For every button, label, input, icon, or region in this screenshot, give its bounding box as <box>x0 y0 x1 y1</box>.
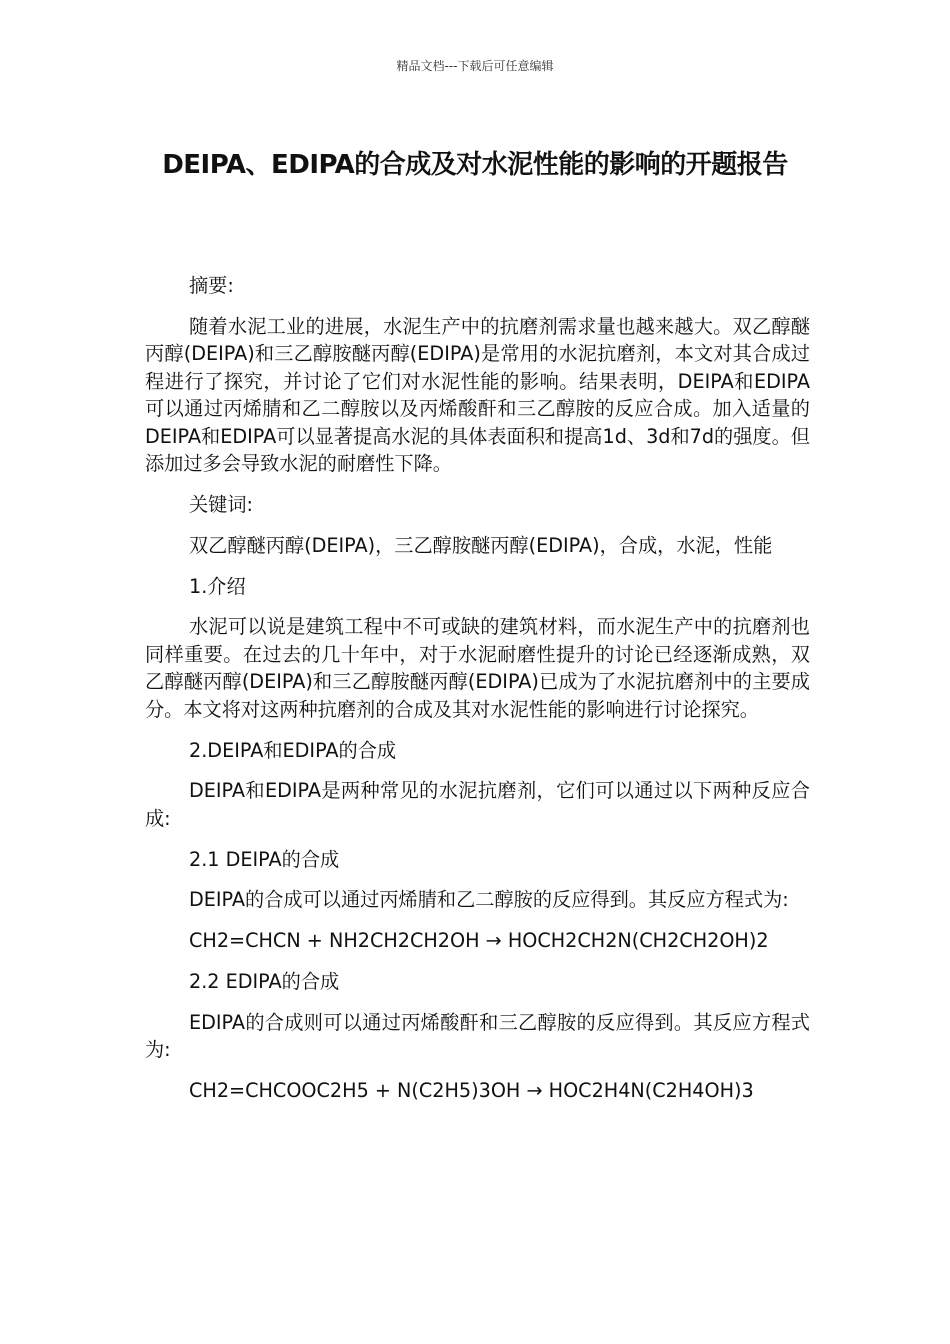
deipa-paragraph: DEIPA的合成可以通过丙烯腈和乙二醇胺的反应得到。其反应方程式为: <box>189 888 789 911</box>
keywords-paragraph: 双乙醇醚丙醇(DEIPA)，三乙醇胺醚丙醇(EDIPA)，合成，水泥，性能 <box>189 533 773 557</box>
synthesis-paragraph: DEIPA和EDIPA是两种常见的水泥抗磨剂，它们可以通过以下两种反应合成: <box>145 779 810 830</box>
abstract-paragraph: 随着水泥工业的进展，水泥生产中的抗磨剂需求量也越来越大。双乙醇醚丙醇(DEIPA)和三乙醇胺醚丙醇(EDIPA)是常用的水泥抗磨剂，本文对其合成过程进行了探究，并讨论了它们对水泥性能的影响。结果表明，DEIPA和EDIPA可以通过丙烯腈和乙二醇胺以及丙烯酸酐和三乙醇胺的反应合成。加入适量的DEIPA和EDIPA可以显著提高水泥的具体表面积和提高1d、3d和7d的强度。但添加过多会导致水泥的耐磨性下降。 <box>145 314 810 475</box>
document-body <box>145 272 810 1118</box>
subsection-heading-edipa: 2.2 EDIPA的合成 <box>189 970 340 993</box>
section-heading-synthesis: 2.DEIPA和EDIPA的合成 <box>189 738 397 762</box>
subsection-heading-deipa: 2.1 DEIPA的合成 <box>189 847 340 871</box>
edipa-paragraph: EDIPA的合成则可以通过丙烯酸酐和三乙醇胺的反应得到。其反应方程式为: <box>145 1010 810 1061</box>
introduction-paragraph: 水泥可以说是建筑工程中不可或缺的建筑材料，而水泥生产中的抗磨剂也同样重要。在过去的几十年中，对于水泥耐磨性提升的讨论已经逐渐成熟，双乙醇醚丙醇(DEIPA)和三乙醇胺醚丙醇(EDIPA)已成为了水泥抗磨剂中的主要成分。本文将对这两种抗磨剂的合成及其对水泥性能的影响进行讨论探究。 <box>145 615 810 721</box>
document-title: DEIPA、EDIPA的合成及对水泥性能的影响的开题报告 <box>162 150 788 180</box>
page-header: 精品文档---下载后可任意编辑 <box>396 59 554 73</box>
keywords-heading: 关键词: <box>189 493 254 516</box>
deipa-equation: CH2=CHCN + NH2CH2CH2OH → HOCH2CH2N(CH2CH2OH)2 <box>189 929 769 952</box>
abstract-heading: 摘要: <box>189 274 234 297</box>
edipa-equation: CH2=CHCOOC2H5 + N(C2H5)3OH → HOC2H4N(C2H4OH)3 <box>189 1079 754 1102</box>
section-heading-introduction: 1.介绍 <box>189 574 246 598</box>
